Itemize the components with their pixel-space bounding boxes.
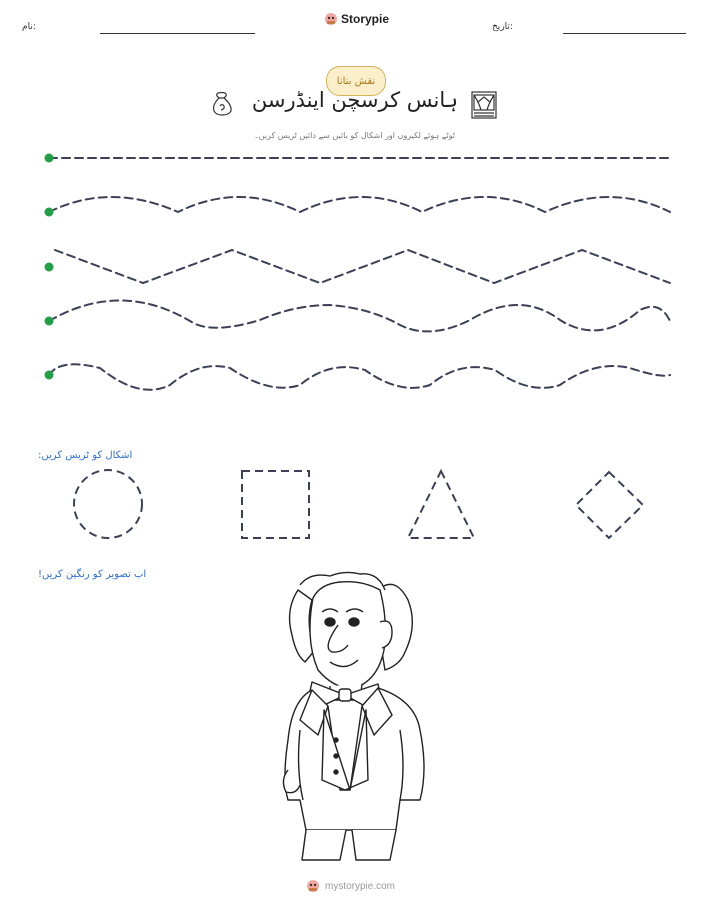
instructions-text: ٹوٹے ہوئے لکیروں اور اشکال کو بائیں سے دائیں ٹریس کریں۔ <box>254 131 455 140</box>
trace-line-wave-1[interactable] <box>49 197 670 212</box>
trace-line-wave-2[interactable] <box>49 301 670 332</box>
storypie-footer-logo-icon <box>306 879 320 893</box>
brand-name: Storypie <box>341 12 390 26</box>
trace-shape-circle[interactable] <box>74 470 142 538</box>
start-dot-3 <box>45 263 54 272</box>
footer <box>306 879 395 893</box>
start-dot-1 <box>45 154 54 163</box>
trace-line-wave-3[interactable] <box>49 364 670 389</box>
hans-christian-andersen-figure[interactable] <box>283 572 424 860</box>
trace-shape-triangle[interactable] <box>408 471 474 538</box>
trace-shape-diamond[interactable] <box>576 472 643 538</box>
shapes-section-label: اشکال کو ٹریس کریں: <box>38 450 133 461</box>
name-label: نام: <box>22 22 36 32</box>
activity-badge-label: نقش بنانا <box>336 75 376 87</box>
trace-shape-square[interactable] <box>242 471 309 538</box>
start-dot-2 <box>45 208 54 217</box>
start-dot-4 <box>45 317 54 326</box>
coloring-section-label: اب تصویر کو رنگین کریں! <box>38 569 147 580</box>
page-title: ہانس کرسچن اینڈرسن <box>251 88 459 112</box>
date-label: تاریخ: <box>492 22 513 32</box>
footer-site[interactable]: mystorypie.com <box>325 880 396 892</box>
start-dot-5 <box>45 371 54 380</box>
trace-line-zigzag[interactable] <box>55 250 670 283</box>
